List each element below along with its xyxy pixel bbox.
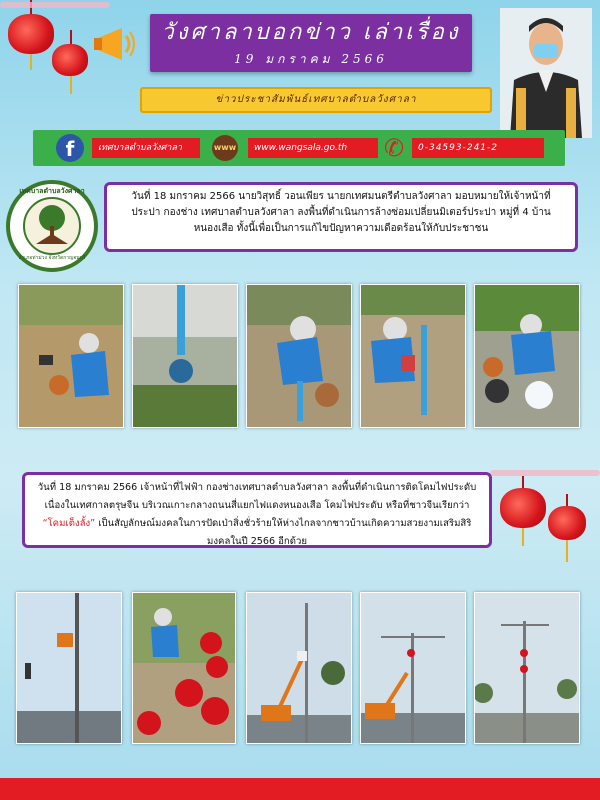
photo-meter-testing: [474, 284, 580, 428]
newsletter-title-box: [150, 14, 472, 72]
news-lantern-text-before: วันที่ 18 มกราคม 2566 เจ้าหน้าที่ไฟฟ้า กองช่างเทศบาลตำบลวังศาลา ลงพื้นที่ดำเนินการติดโคมไฟประดับ เนื่องในเทศกาลตรุษจีน บริเวณเกาะกลางถนนสี่แยกไฟแดงหนองเสือ โคมไฟประดับ หรือที่ชาวจีนเรียกว่า: [37, 482, 477, 511]
mayor-photo: [500, 8, 592, 138]
news-water-meter-text: วันที่ 18 มกราคม 2566 นายวิสุทธิ์ วอนเพียร นายกเทศมนตรีตำบลวังศาลา มอบหมายให้เจ้าหน้าที่ประปา กองช่าง เทศบาลตำบลวังศาลา ลงพื้นที่ดำเนินการล้างซ่อมเปลี่ยนมิเตอร์ประปา หมู่ที่ 4 บ้านหนองเสือ ทั้งนี้เพื่อเป็นการแก้ไขปัญหาความเดือดร้อนให้กับประชาชน: [104, 182, 578, 252]
web-icon: www: [212, 135, 238, 161]
logo-bottom-text: อำเภอท่าม่วง จังหวัดกาญจนบุรี: [18, 255, 86, 261]
lantern-decoration-right: [490, 470, 600, 590]
municipality-logo: [6, 180, 98, 272]
photo-crane-installing: [246, 592, 352, 744]
photo-preparing-lanterns: [132, 592, 236, 744]
logo-top-text: เทศบาลตำบลวังศาลา: [19, 187, 85, 195]
photo-crane-street: [360, 592, 466, 744]
newsletter-date: 19 มกราคม 2566: [234, 52, 388, 66]
website-link[interactable]: www.wangsala.go.th: [248, 138, 378, 158]
photo-bucket-truck-pole: [16, 592, 122, 744]
news-lantern-text: [22, 472, 492, 548]
newsletter-title: วังศาลาบอกข่าว เล่าเรื่อง: [161, 20, 461, 45]
news-lantern-highlight: “โคมเต็งลั้ง”: [42, 518, 96, 529]
news-lantern-text-after: เป็นสัญลักษณ์มงคลในการปัดเป่าสิ่งชั่วร้ายให้ห่างไกลจากชาวบ้านเกิดความสวยงามเสริมสิริมงคลในปี 2566 อีกด้วย: [95, 518, 472, 547]
photo-worker-digging: [18, 284, 124, 428]
facebook-icon[interactable]: f: [56, 134, 84, 162]
facebook-page-link[interactable]: เทศบาลตำบลวังศาลา: [92, 138, 200, 158]
pr-banner: ข่าวประชาสัมพันธ์เทศบาลตำบลวังศาลา: [140, 87, 492, 113]
photo-water-meter-closeup: [132, 284, 238, 428]
megaphone-icon: [92, 26, 136, 62]
photo-meter-replacement: [360, 284, 466, 428]
footer-bar: [0, 778, 600, 800]
photo-worker-pipes: [246, 284, 352, 428]
phone-number: 0-34593-241-2: [412, 138, 544, 158]
photo-installed-lanterns: [474, 592, 580, 744]
phone-icon: ✆: [384, 134, 405, 162]
